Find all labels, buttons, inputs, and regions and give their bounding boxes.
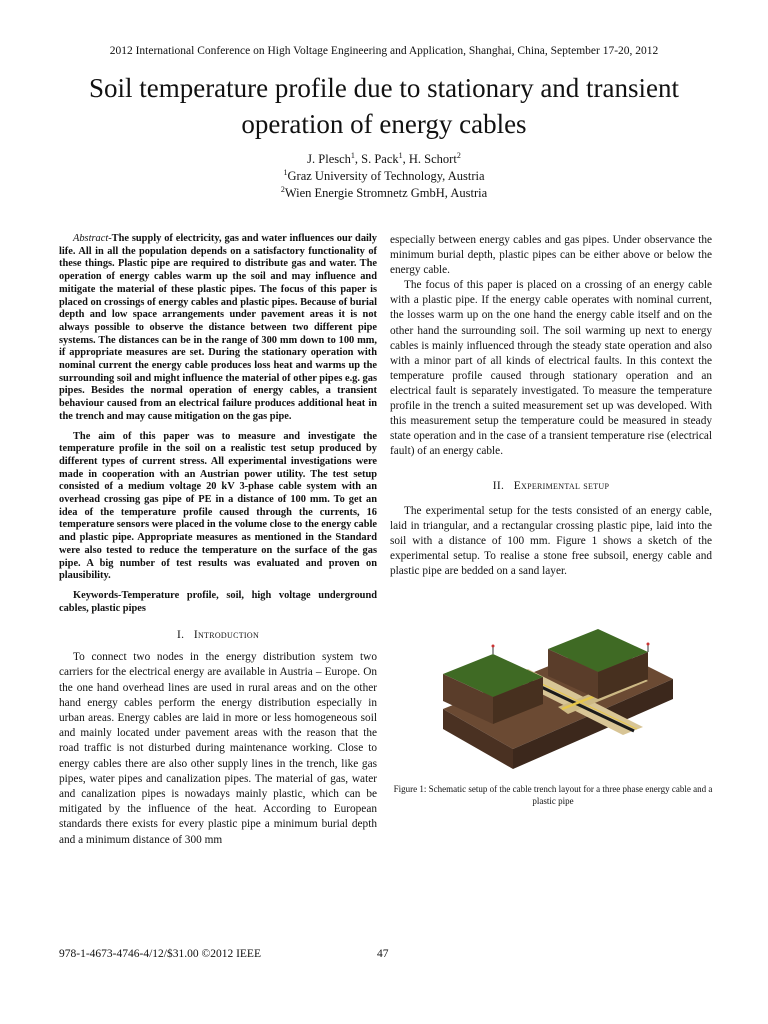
section-heading-experimental-setup: II. Experimental setup [492,480,610,493]
introduction-paragraph: To connect two nodes in the energy distribution system two carriers for the electrical energy are available in Austria – Europe. On the one hand overhead lines are used in rural areas and on the other hand energy cables perform the energy distribution especially in urban areas. Energy cables are laid in more or less homogeneous soil and mainly located under pavement areas with the reason that the road traffic is not disturbed during maintenance working. Close to energy cables there are also other supply lines in the trench, like gas pipes, water pipes and canalization pipes. The material of gas, water and canalization pipes is nowadays mainly plastic, which can be mitigated by the influence of the heat. According to European standards there exists for every plastic pipe a minimum burial depth and a minimum distance of 300 mm [59,651,377,846]
author-1-affil: 1 [350,150,355,160]
abstract-lead: Abstract- [73,233,112,244]
marker-cap-left [492,645,495,648]
page-number: 47 [377,948,389,960]
right-column [390,233,712,579]
author-block [0,151,768,202]
author-2-affil: 1 [398,150,403,160]
paper-title: Soil temperature profile due to stationary and transient operation of energy cables [88,73,680,139]
conference-header: 2012 International Conference on High Voltage Engineering and Application, Shanghai, China, September 17-20, 2012 [109,45,659,57]
abstract-paragraph-2: The aim of this paper was to measure and investigate the temperature profile in the soil on a realistic test setup produced by different types of current stress. All experimental investigations were made in cooperation with an Austrian power utility. The test setup consisted of a medium voltage 20 kV 3-phase cable system with an overhead crossing gas pipe of PE in a distance of 100 mm. To get an idea of the temperature profile caused through the currents, 16 temperature sensors were placed in the volume close to the energy cable and plastic pipe. Appropriate measures as mentioned in the Standard were also tested to reduce the temperature on the surface of the gas pipe. A big number of test results was evaluated and proven on plausibility. [59,430,377,582]
affiliation-2: $^2$Wien Energie Stromnetz GmbH, Austria [280,184,488,200]
footer-isbn: 978-1-4673-4746-4/12/$31.00 ©2012 IEEE [59,948,261,960]
marker-cap-right [647,643,650,646]
abstract-paragraph-1: Abstract-The supply of electricity, gas and water influences our daily life. All in all the population depends on a satisfactory functionality of these things. Plastic pipe are required to distribute gas and water. The operation of energy cables warm up the soil and may influence and mitigate the material of these plastic pipes. The focus of this paper is placed on crossings of energy cables and plastic pipes. Because of burial depth and low space arrangements under pavement areas it is not always possible to observe the distance between two different pipe systems. The distances can be in the range of 300 mm down to 100 mm, if appropriate measures are set. During the stationary operation with nominal current the energy cable produces loss heat and warms up the surrounding soil and might influence the material of other pipes e.g. gas pipes. Besides the normal operation of energy cables, a transient behaviour caused from an electrical failure produces additional heat in the trench and may cause mitigation on the gas pipe. [59,233,377,422]
author-1: J. Plesch [307,152,351,166]
intro-continuation: especially between energy cables and gas pipes. Under observance the minimum burial depth, plastic pipes can be either above or below the energy cable. [390,234,712,277]
keywords: Keywords-Temperature profile, soil, high voltage underground cables, plastic pipes [59,589,377,614]
author-names: J. Plesch$^1$, S. Pack$^1$, H. Schort$^2$ [307,150,461,166]
affiliation-1: $^1$Graz University of Technology, Austria [283,167,485,183]
author-3-affil: 2 [456,150,461,160]
focus-paragraph: The focus of this paper is placed on a crossing of an energy cable with a plastic pipe. If the energy cable operates with nominal current, the losses warm up on the one hand the energy cable itself and on the other hand the surrounding soil. The soil warming up next to energy cables is mainly influenced through the steady state operation and also with a minor part of all kinds of electrical faults. In this context the temperature profile caused through stationary operation and an electrical fault is separately investigated. To measure the temperature profile in the trench a suited measurement set up was developed. With this measurement setup the temperature could be measured in steady state operation and in the case of a transient temperature rise (electrical fault) of an energy cable. [390,279,712,458]
author-3: H. Schort [408,152,457,166]
experimental-paragraph: The experimental setup for the tests consisted of an energy cable, laid in triangular, and a rectangular crossing plastic pipe, laid into the soil with a distance of 100 mm. Figure 1 shows a sketch of the experimental setup. To realise a stone free subsoil, energy cable and plastic pipe are bedded on a sand layer. [390,504,712,577]
author-2: S. Pack [361,152,399,166]
figure-1-caption: Figure 1: Schematic setup of the cable trench layout for a three phase energy cable and a plastic pipe [393,784,713,806]
left-column [59,233,377,848]
figure-1-trench-illustration [438,619,678,774]
section-heading-introduction: I. Introduction [176,629,260,642]
